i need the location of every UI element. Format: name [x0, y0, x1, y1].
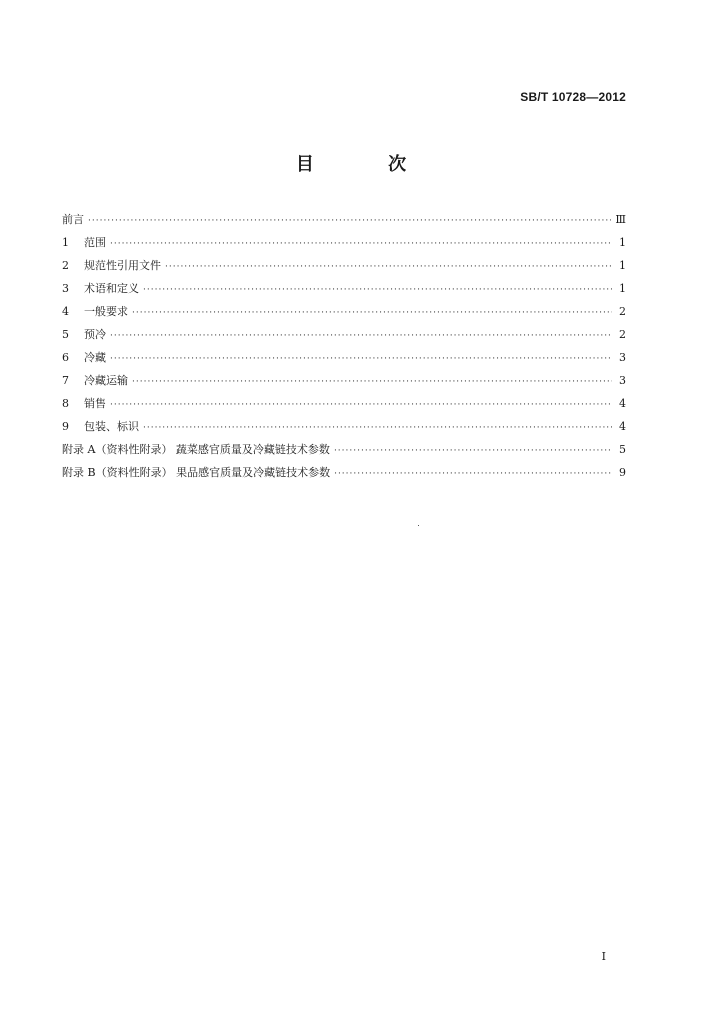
toc-item-number: 9 — [62, 420, 69, 433]
toc-item-appendix-b[interactable] — [62, 461, 626, 484]
toc-item-number: 4 — [62, 305, 69, 318]
toc-item-appendix-a[interactable] — [62, 438, 626, 461]
dot-leader — [165, 256, 612, 279]
dot-leader — [132, 371, 612, 394]
toc-item-page: 2 — [619, 305, 626, 318]
toc-item-number: 1 — [62, 236, 69, 249]
toc-item-normative-references[interactable] — [62, 254, 626, 277]
toc-item-label: 附录 A（资料性附录） 蔬菜感官质量及冷藏链技术参数 — [62, 443, 330, 456]
table-of-contents — [62, 208, 626, 484]
toc-item-label: 销售 — [84, 397, 106, 410]
dot-leader — [110, 325, 612, 348]
toc-item-label: 附录 B（资料性附录） 果品感官质量及冷藏链技术参数 — [62, 466, 331, 479]
page-title: 目 次 — [295, 154, 441, 175]
toc-item-number: 5 — [62, 328, 69, 341]
dot-leader — [334, 463, 612, 486]
toc-item-page: 4 — [619, 397, 626, 410]
toc-item-page: Ⅲ — [615, 213, 626, 226]
toc-item-label: 一般要求 — [84, 305, 128, 318]
toc-item-label: 术语和定义 — [84, 282, 139, 295]
toc-item-page: 1 — [619, 282, 626, 295]
toc-item-foreword[interactable] — [62, 208, 626, 231]
dot-leader — [143, 417, 612, 440]
toc-item-number: 8 — [62, 397, 69, 410]
toc-item-label: 包装、标识 — [84, 420, 139, 433]
toc-item-page: 9 — [619, 466, 626, 479]
toc-item-terms-definitions[interactable] — [62, 277, 626, 300]
toc-item-refrigerated-transport[interactable] — [62, 369, 626, 392]
toc-item-label: 范围 — [84, 236, 106, 249]
toc-item-label: 规范性引用文件 — [84, 259, 161, 272]
toc-item-general-requirements[interactable] — [62, 300, 626, 323]
toc-item-scope[interactable] — [62, 231, 626, 254]
dot-leader — [110, 348, 612, 371]
dot-leader — [143, 279, 612, 302]
toc-item-sales[interactable] — [62, 392, 626, 415]
toc-item-label: 冷藏运输 — [84, 374, 128, 387]
toc-item-cold-storage[interactable] — [62, 346, 626, 369]
toc-item-packaging-labeling[interactable] — [62, 415, 626, 438]
toc-item-page: 4 — [619, 420, 626, 433]
toc-item-label: 冷藏 — [84, 351, 106, 364]
toc-item-number: 7 — [62, 374, 69, 387]
toc-item-label: 预冷 — [84, 328, 106, 341]
toc-item-page: 2 — [619, 328, 626, 341]
toc-item-page: 3 — [619, 374, 626, 387]
dot-leader — [334, 440, 612, 463]
dot-leader — [132, 302, 612, 325]
scan-speck — [418, 525, 419, 526]
dot-leader — [110, 394, 612, 417]
toc-item-label: 前言 — [62, 213, 84, 226]
toc-item-number: 3 — [62, 282, 69, 295]
toc-item-page: 1 — [619, 236, 626, 249]
toc-item-page: 3 — [619, 351, 626, 364]
toc-item-page: 1 — [619, 259, 626, 272]
toc-item-precooling[interactable] — [62, 323, 626, 346]
dot-leader — [110, 233, 612, 256]
toc-item-page: 5 — [619, 443, 626, 456]
toc-item-number: 6 — [62, 351, 69, 364]
toc-item-number: 2 — [62, 259, 69, 272]
page-number: Ⅰ — [601, 950, 606, 963]
standard-code: SB/T 10728—2012 — [520, 90, 626, 104]
dot-leader — [88, 210, 611, 233]
